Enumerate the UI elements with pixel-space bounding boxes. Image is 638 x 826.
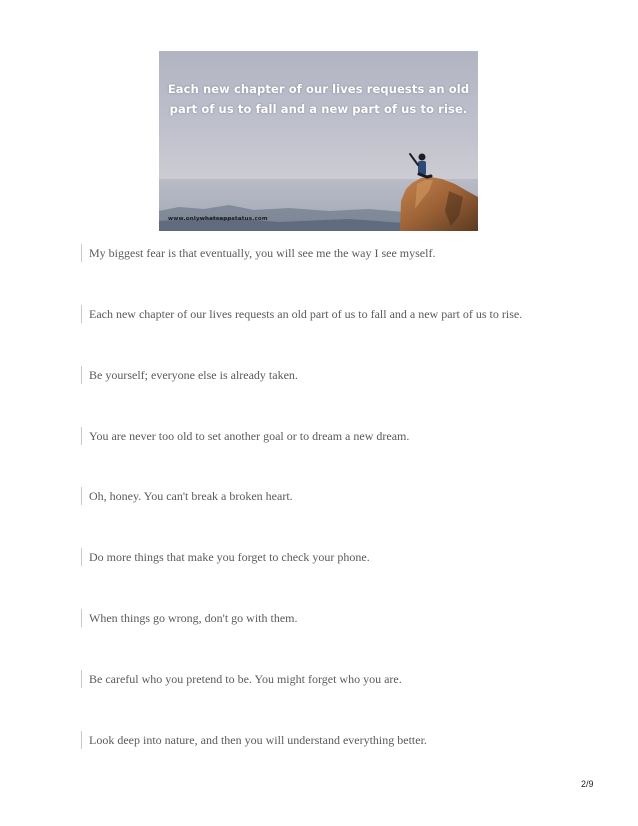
quote-item: Be careful who you pretend to be. You might forget who you are. bbox=[81, 670, 402, 688]
quote-item: Do more things that make you forget to check your phone. bbox=[81, 548, 370, 566]
image-caption-line: part of us to fall and a new part of us to rise. bbox=[169, 102, 468, 116]
cliff-sea-photo bbox=[159, 51, 478, 231]
image-caption-line: Each new chapter of our lives requests an old bbox=[167, 82, 470, 96]
quote-item: Oh, honey. You can't break a broken heart. bbox=[81, 487, 293, 505]
image-watermark: www.onlywhatsappstatus.com bbox=[168, 216, 268, 222]
quote-item: You are never too old to set another goal or to dream a new dream. bbox=[81, 427, 409, 445]
image-caption bbox=[159, 79, 478, 119]
quote-item: My biggest fear is that eventually, you will see me the way I see myself. bbox=[81, 244, 435, 262]
page-number: 2/9 bbox=[581, 779, 594, 789]
quote-item: Each new chapter of our lives requests an old part of us to fall and a new part of us to rise. bbox=[81, 305, 522, 323]
quote-image bbox=[159, 51, 478, 231]
quote-item: Look deep into nature, and then you will understand everything better. bbox=[81, 731, 427, 749]
quote-item: When things go wrong, don't go with them. bbox=[81, 609, 297, 627]
quote-item: Be yourself; everyone else is already taken. bbox=[81, 366, 298, 384]
